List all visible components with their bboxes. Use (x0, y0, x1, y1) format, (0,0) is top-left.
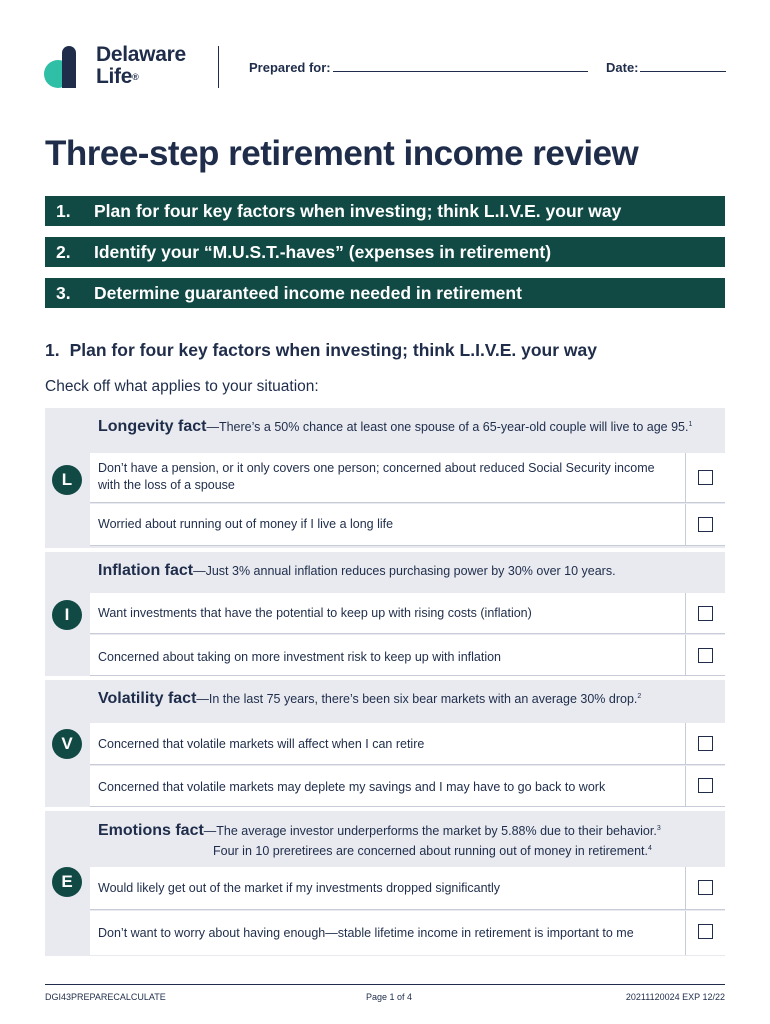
checklist-item-text: Want investments that have the potential to keep up with rising costs (inflation) (98, 606, 532, 620)
prepared-for-line[interactable] (333, 61, 588, 72)
fact-emotions: Emotions fact—The average investor underperforms the market by 5.88% due to their behavior.$^3$ Four in 10 preretirees are concerned about running out of money in retirement.$^4$ (45, 811, 725, 863)
checkbox[interactable] (698, 880, 713, 895)
section-heading: 1. Plan for four key factors when investing; think L.I.V.E. your way (45, 340, 597, 360)
fact-volatility: Volatility fact—In the last 75 years, there’s been six bear markets with an average 30% drop.$^2$ (45, 680, 725, 722)
prepared-for-field[interactable] (249, 60, 588, 75)
checkbox[interactable] (698, 924, 713, 939)
checklist-row[interactable] (90, 504, 725, 546)
date-line[interactable] (640, 61, 726, 72)
checkbox[interactable] (698, 736, 713, 751)
footer-page-number: Page 1 of 4 (366, 992, 413, 1002)
prepared-for-label: Prepared for: (249, 60, 331, 75)
checklist-row[interactable] (90, 453, 725, 503)
checkbox-cell (685, 635, 725, 675)
checkbox[interactable] (698, 648, 713, 663)
checkbox[interactable] (698, 778, 713, 793)
checkbox[interactable] (698, 517, 713, 532)
checklist-item-text: Would likely get out of the market if my investments dropped significantly (98, 881, 501, 895)
step-bar-3: 3. Determine guaranteed income needed in retirement (45, 278, 725, 308)
checklist-row[interactable] (90, 867, 725, 910)
live-section-longevity (45, 408, 725, 548)
live-section-volatility (45, 680, 725, 807)
checklist-row[interactable] (90, 723, 725, 765)
logo-wordmark: Delaware Life® (96, 43, 186, 88)
checkbox[interactable] (698, 470, 713, 485)
fact-longevity: Longevity fact—There’s a 50% chance at least one spouse of a 65-year-old couple will live to age 95.$^1$ (45, 408, 725, 450)
checklist-row[interactable] (90, 593, 725, 634)
letter-badge-e: E (52, 867, 82, 897)
page-title: Three-step retirement income review (45, 134, 639, 173)
checkbox-cell (685, 911, 725, 955)
date-label: Date: (606, 60, 639, 75)
checklist-item-text: Don’t want to worry about having enough—stable lifetime income in retirement is important to me (98, 926, 634, 940)
logo-mark-icon (44, 46, 80, 88)
footer-form-code: DGI43PREPARECALCULATE (45, 992, 166, 1002)
checkbox-cell (685, 504, 725, 545)
step-bar-1: 1. Plan for four key factors when investing; think L.I.V.E. your way (45, 196, 725, 226)
checklist-item-text: Concerned that volatile markets may deplete my savings and I may have to go back to work (98, 780, 606, 794)
checklist-row[interactable] (90, 911, 725, 955)
footer-expiration: 20211120024 EXP 12/22 (625, 992, 725, 1002)
checkbox-cell (685, 593, 725, 633)
checkbox-cell (685, 867, 725, 909)
letter-badge-i: I (52, 600, 82, 630)
checklist-row[interactable] (90, 766, 725, 807)
checkbox-cell (685, 453, 725, 502)
checklist-row[interactable] (90, 635, 725, 676)
letter-badge-v: V (52, 729, 82, 759)
date-field[interactable] (606, 60, 726, 75)
fact-inflation: Inflation fact—Just 3% annual inflation reduces purchasing power by 30% over 10 years. (45, 552, 725, 592)
section-intro: Check off what applies to your situation: (45, 378, 319, 395)
delaware-life-logo (44, 44, 194, 92)
live-section-emotions (45, 811, 725, 956)
checkbox[interactable] (698, 606, 713, 621)
live-section-inflation (45, 552, 725, 676)
checklist-item-text: Worried about running out of money if I live a long life (98, 517, 394, 531)
header-divider (218, 46, 219, 88)
checklist-item-text: Concerned that volatile markets will affect when I can retire (98, 737, 425, 751)
checkbox-cell (685, 766, 725, 806)
checklist-item-text: Concerned about taking on more investment risk to keep up with inflation (98, 650, 502, 664)
checklist-item-text: Don’t have a pension, or it only covers one person; concerned about reduced Social Security income with the loss of a spouse (98, 461, 655, 492)
footer-divider (45, 984, 725, 985)
step-bar-2: 2. Identify your “M.U.S.T.-haves” (expenses in retirement) (45, 237, 725, 267)
letter-badge-l: L (52, 465, 82, 495)
checkbox-cell (685, 723, 725, 764)
